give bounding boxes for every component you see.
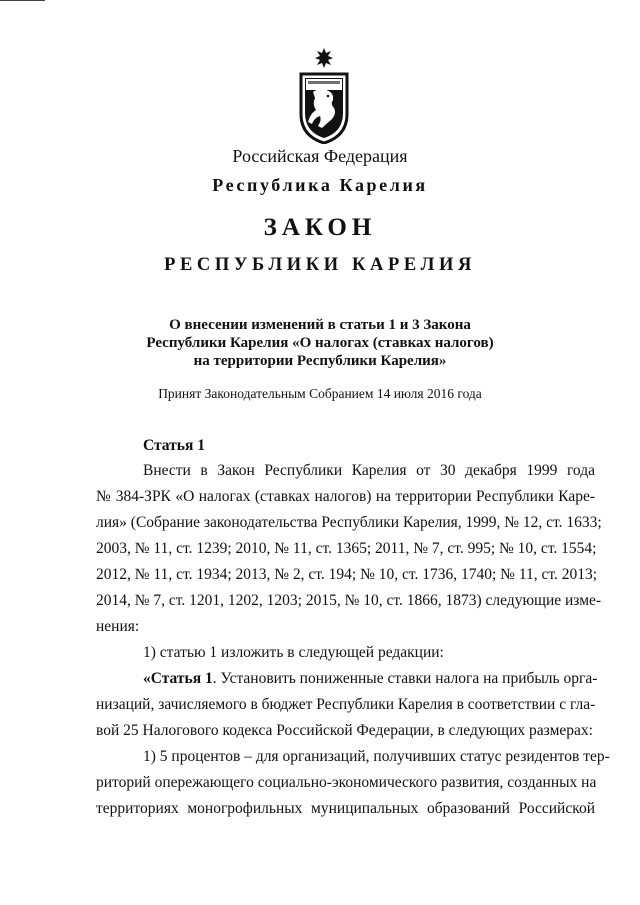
quoted-article-line: «Статья 1. Установить пониженные ставки налога на прибыль орга- — [143, 670, 598, 687]
quoted-article-label: «Статья 1 — [143, 670, 213, 687]
list-item: 1) статью 1 изложить в следующей редакции: — [143, 644, 444, 661]
document-type-subtitle: РЕСПУБЛИКИ КАРЕЛИЯ — [164, 255, 476, 275]
quoted-article-line: вой 25 Налогового кодекса Российской Федерации, в следующих размерах: — [96, 722, 593, 739]
document-type: ЗАКОН — [263, 214, 377, 241]
republic-name: Республика Карелия — [212, 175, 428, 195]
law-title-line-1: О внесении изменений в статьи 1 и 3 Закона — [169, 317, 471, 333]
country-name: Российская Федерация — [232, 146, 408, 166]
body-line: Внести в Закон Республики Карелия от 30 декабря 1999 года — [143, 462, 595, 479]
sub-item-line: 1) 5 процентов – для организаций, получивших статус резидентов тер- — [143, 748, 610, 765]
body-line: нения: — [96, 618, 140, 635]
body-line: лия» (Собрание законодательства Республики Карелия, 1999, № 12, ст. 1633; — [96, 514, 602, 531]
adoption-note: Принят Законодательным Собранием 14 июля 2016 года — [158, 386, 482, 401]
quoted-article-line: низаций, зачисляемого в бюджет Республики Карелия в соответствии с гла- — [96, 696, 596, 713]
sub-item-line: территориях моногрофильных муниципальных образований Российской — [96, 800, 595, 817]
law-title-line-3: на территории Республики Карелия» — [193, 353, 447, 369]
karelia-coat-of-arms-icon — [296, 48, 352, 144]
body-line: 2014, № 7, ст. 1201, 1202, 1203; 2015, № 10, ст. 1866, 1873) следующие изме- — [96, 592, 602, 609]
scan-corner-line — [0, 0, 45, 1]
body-line: 2012, № 11, ст. 1934; 2013, № 2, ст. 194; № 10, ст. 1736, 1740; № 11, ст. 2013; — [96, 566, 598, 583]
body-line: № 384-ЗРК «О налогах (ставках налогов) на территории Республики Каре- — [96, 488, 595, 505]
article-heading: Статья 1 — [143, 437, 205, 454]
sub-item-line: риторий опережающего социально-экономического развития, созданных на — [96, 774, 597, 791]
body-line: 2003, № 11, ст. 1239; 2010, № 11, ст. 1365; 2011, № 7, ст. 995; № 10, ст. 1554; — [96, 540, 597, 557]
law-title-line-2: Республики Карелия «О налогах (ставках налогов) — [146, 335, 494, 351]
